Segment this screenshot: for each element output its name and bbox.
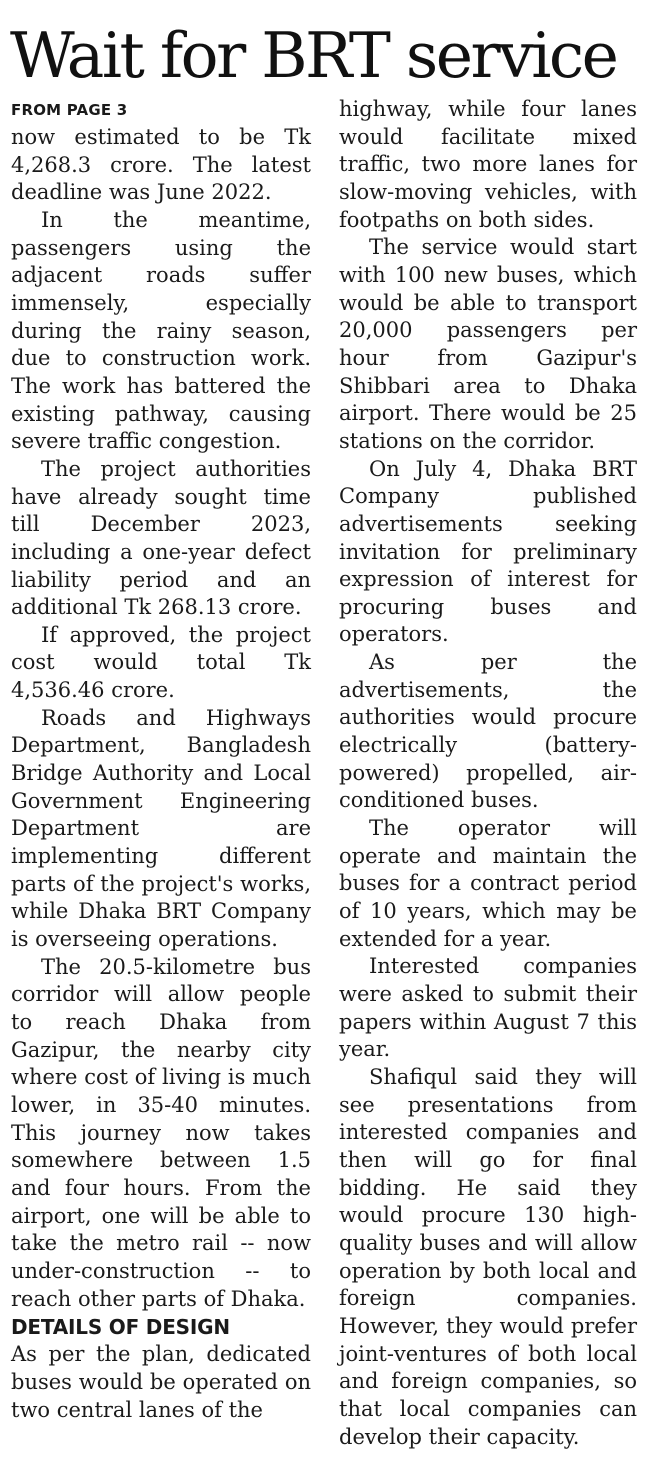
paragraph: In the meantime, passengers using the adjacent roads suffer immensely, especially during the rainy season, due to construction work. The work has battered the existing pathway, causing severe traffic congestion. xyxy=(11,207,311,454)
paragraph: As per the plan, dedicated buses would be operated on two central lanes of the xyxy=(11,1342,311,1422)
paragraph: The project authorities have already sought time till December 2023, including a one-year defect liability period and an additional Tk 268.13 crore. xyxy=(11,456,311,620)
left-column xyxy=(11,96,311,1424)
paragraph: If approved, the project cost would total Tk 4,536.46 crore. xyxy=(11,622,311,703)
subhead-details-of-design: DETAILS OF DESIGN xyxy=(11,1315,230,1340)
paragraph: On July 4, Dhaka BRT Company published advertisements seeking invitation for preliminary expression of interest for procuring buses and operators. xyxy=(339,456,637,647)
paragraph: highway, while four lanes would facilitate mixed traffic, two more lanes for slow-moving vehicles, with footpaths on both sides. xyxy=(339,97,637,232)
paragraph: Interested companies were asked to submit their papers within August 7 this year. xyxy=(339,954,637,1062)
paragraph: now estimated to be Tk 4,268.3 crore. The latest deadline was June 2022. xyxy=(11,125,311,205)
paragraph: The service would start with 100 new buses, which would be able to transport 20,000 passengers per hour from Gazipur's Shibbari area to Dhaka airport. There would be 25 stations on the corridor. xyxy=(339,235,637,453)
paragraph: Roads and Highways Department, Bangladesh Bridge Authority and Local Government Engineering Department are implementing different parts of the project's works, while Dhaka BRT Company is overseeing operations. xyxy=(11,705,311,952)
paragraph: As per the advertisements, the authorities would procure electrically (battery-powered) propelled, air-conditioned buses. xyxy=(339,650,637,813)
headline: Wait for BRT service xyxy=(10,19,617,92)
paragraph: The 20.5-kilometre bus corridor will allow people to reach Dhaka from Gazipur, the nearby city where cost of living is much lower, in 35-40 minutes. This journey now takes somewhere between 1.5 and four hours. From the airport, one will be able to take the metro rail -- now under-construction -- to reach other parts of Dhaka. xyxy=(11,954,311,1311)
kicker-from-page: FROM PAGE 3 xyxy=(11,101,128,119)
right-column xyxy=(339,96,637,1451)
paragraph: The operator will operate and maintain the buses for a contract period of 10 years, which may be extended for a year. xyxy=(339,816,637,951)
paragraph: Shafiqul said they will see presentations from interested companies and then will go for final bidding. He said they would procure 130 high-quality buses and will allow operation by both local and foreign companies. However, they would prefer joint-ventures of both local and foreign companies, so that local companies can develop their capacity. xyxy=(339,1064,637,1449)
